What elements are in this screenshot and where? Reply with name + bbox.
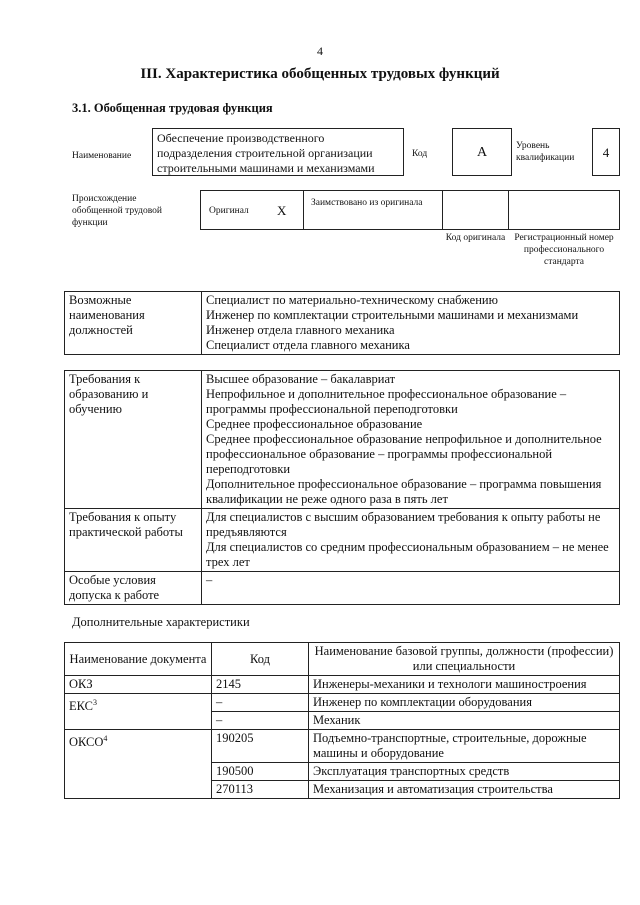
requirement-line: Непрофильное и дополнительное профессиональное образование – программы профессиональной переподготовки bbox=[206, 387, 567, 416]
name-cell: Механик bbox=[309, 712, 620, 730]
doc-label: ОКСО bbox=[69, 735, 104, 750]
name-cell: Подъемно-транспортные, строительные, дорожные машины и оборудование bbox=[309, 730, 620, 763]
requirement-line: Для специалистов с высшим образованием требования к опыту работы не предъявляются bbox=[206, 510, 601, 539]
positions-list bbox=[202, 292, 620, 355]
otf-code-value: A bbox=[476, 145, 488, 160]
table-row bbox=[65, 676, 620, 694]
footnote-ref: 3 bbox=[93, 698, 97, 707]
subsection-title: 3.1. Обобщенная трудовая функция bbox=[72, 101, 273, 115]
requirement-line: Дополнительное профессиональное образование – программа повышения квалификации не реже одного раза в пять лет bbox=[206, 477, 602, 506]
header-code: Код bbox=[212, 643, 309, 676]
origin-code-caption: Код оригинала bbox=[445, 233, 506, 243]
requirements-education-row bbox=[65, 371, 620, 509]
table-row bbox=[65, 730, 620, 763]
header-document: Наименование документа bbox=[65, 643, 212, 676]
doc-okz bbox=[65, 676, 212, 694]
requirements-education-label: Требования к образованию и обучению bbox=[65, 371, 202, 509]
name-cell: Механизация и автоматизация строительства bbox=[309, 781, 620, 799]
position-item: Специалист по материально-техническому снабжению bbox=[206, 293, 498, 307]
otf-name-value: Обеспечение производственного подразделения строительной организации строительными машинами и механизмами bbox=[157, 131, 375, 175]
header-name: Наименование базовой группы, должности (профессии) или специальности bbox=[309, 643, 620, 676]
origin-original-mark: X bbox=[277, 203, 287, 218]
otf-name-box bbox=[152, 128, 404, 176]
footnote-ref: 4 bbox=[103, 734, 108, 743]
additional-title: Дополнительные характеристики bbox=[72, 615, 250, 629]
otf-level-box bbox=[592, 128, 620, 176]
origin-borrowed-cell bbox=[303, 190, 443, 230]
code-cell: 270113 bbox=[212, 781, 309, 799]
otf-name-label: Наименование bbox=[72, 151, 132, 161]
requirement-line: Среднее профессиональное образование непрофильное и дополнительное профессиональное образование – программы профессиональной переподготовки bbox=[206, 432, 602, 476]
requirement-line: Высшее образование – бакалавриат bbox=[206, 372, 396, 386]
section-title: III. Характеристика обобщенных трудовых функций bbox=[140, 66, 500, 82]
doc-label: ОКЗ bbox=[69, 677, 93, 691]
positions-label: Возможные наименования должностей bbox=[65, 292, 202, 355]
name-cell: Инженер по комплектации оборудования bbox=[309, 694, 620, 712]
code-cell: – bbox=[212, 694, 309, 712]
name-cell: Инженеры-механики и технологи машиностроения bbox=[309, 676, 620, 694]
origin-reg-cell bbox=[508, 190, 620, 230]
name-cell: Эксплуатация транспортных средств bbox=[309, 763, 620, 781]
origin-reg-caption: Регистрационный номер профессионального стандарта bbox=[514, 233, 614, 267]
positions-table bbox=[64, 291, 620, 355]
position-item: Инженер отдела главного механика bbox=[206, 323, 395, 337]
requirements-education-list bbox=[202, 371, 620, 509]
additional-header-row bbox=[65, 643, 620, 676]
requirements-experience-label: Требования к опыту практической работы bbox=[65, 509, 202, 572]
origin-label: Происхождение обобщенной трудовой функции bbox=[72, 194, 162, 228]
requirements-table bbox=[64, 370, 620, 605]
origin-borrowed-label: Заимствовано из оригинала bbox=[311, 198, 423, 208]
requirements-admission-row bbox=[65, 572, 620, 605]
requirements-experience-row bbox=[65, 509, 620, 572]
otf-level-value: 4 bbox=[602, 145, 610, 160]
additional-table bbox=[64, 642, 620, 799]
code-cell: – bbox=[212, 712, 309, 730]
requirement-line: Среднее профессиональное образование bbox=[206, 417, 423, 431]
position-item: Инженер по комплектации строительными машинами и механизмами bbox=[206, 308, 579, 322]
requirements-admission-label: Особые условия допуска к работе bbox=[65, 572, 202, 605]
origin-original-cell bbox=[200, 190, 304, 230]
page-number: 4 bbox=[317, 44, 323, 58]
doc-label: ЕКС bbox=[69, 699, 93, 714]
position-item: Специалист отдела главного механика bbox=[206, 338, 410, 352]
code-cell: 190500 bbox=[212, 763, 309, 781]
otf-code-box bbox=[452, 128, 512, 176]
doc-okso bbox=[65, 730, 212, 799]
table-row bbox=[65, 694, 620, 712]
doc-eks bbox=[65, 694, 212, 730]
otf-code-label: Код bbox=[412, 149, 428, 159]
requirement-line: Для специалистов со средним профессиональным образованием – не менее трех лет bbox=[206, 540, 609, 569]
code-cell: 2145 bbox=[212, 676, 309, 694]
origin-code-cell bbox=[442, 190, 509, 230]
origin-original-label: Оригинал bbox=[209, 206, 249, 216]
requirement-line: – bbox=[206, 573, 213, 587]
requirements-admission-list bbox=[202, 572, 620, 605]
otf-level-label: Уровень квалификации bbox=[516, 141, 575, 163]
code-cell: 190205 bbox=[212, 730, 309, 763]
requirements-experience-list bbox=[202, 509, 620, 572]
